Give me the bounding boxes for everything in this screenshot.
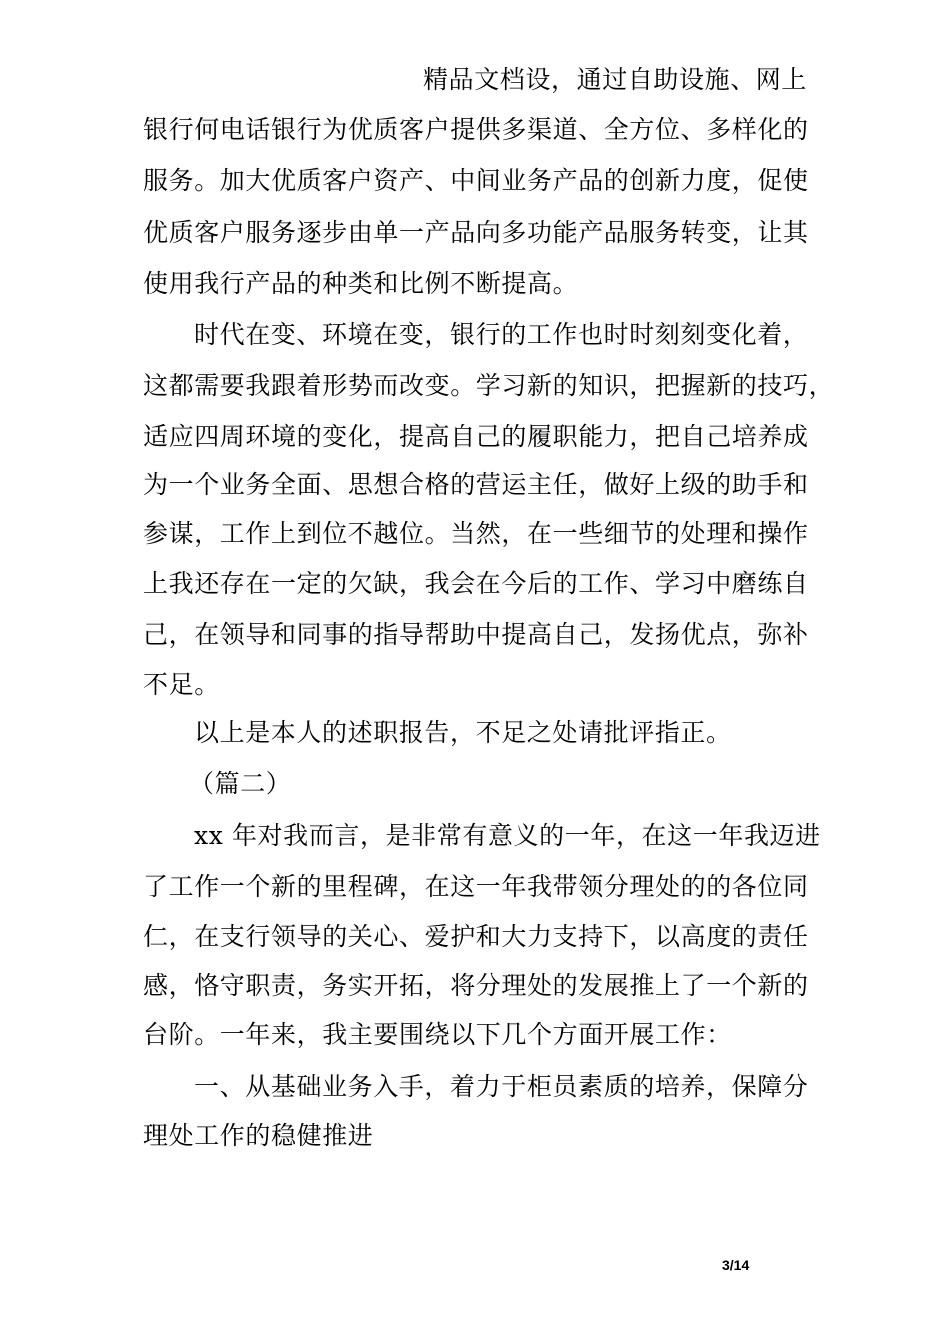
page-number: 3/14 — [722, 1257, 750, 1273]
paragraph-2-line-7: 己，在领导和同事的指导帮助中提高自己，发扬优点，弥补 — [143, 620, 809, 649]
paragraph-1-line-3: 优质客户服务逐步由单一产品向多功能产品服务转变，让其 — [143, 218, 809, 247]
paragraph-5-line-1: xx 年对我而言，是非常有意义的一年，在这一年我迈进 — [194, 821, 821, 850]
paragraph-6-line-2: 理处工作的稳健推进 — [143, 1121, 374, 1150]
paragraph-2-line-6: 上我还存在一定的欠缺，我会在今后的工作、学习中磨练自 — [143, 569, 809, 598]
paragraph-2-line-1: 时代在变、环境在变，银行的工作也时时刻刻变化着， — [194, 320, 809, 349]
paragraph-6-line-1: 一、从基础业务入手，着力于柜员素质的培养，保障分 — [194, 1072, 809, 1101]
paragraph-5-line-5: 台阶。一年来，我主要围绕以下几个方面开展工作： — [143, 1020, 732, 1049]
paragraph-5-line-2: 了工作一个新的里程碑，在这一年我带领分理处的的各位同 — [143, 872, 809, 901]
header-fragment: 精品文档设，通过自助设施、网上 — [423, 65, 808, 94]
paragraph-1-line-2: 服务。加大优质客户资产、中间业务产品的创新力度，促使 — [143, 166, 809, 195]
paragraph-2-line-4: 为一个业务全面、思想合格的营运主任，做好上级的助手和 — [143, 470, 809, 499]
section-heading: （篇二） — [189, 769, 292, 798]
paragraph-2-line-2: 这都需要我跟着形势而改变。学习新的知识，把握新的技巧， — [143, 371, 835, 400]
paragraph-1-line-1: 银行何电话银行为优质客户提供多渠道、全方位、多样化的 — [143, 115, 809, 144]
paragraph-5-line-3: 仁，在支行领导的关心、爱护和大力支持下，以高度的责任 — [143, 922, 809, 951]
paragraph-2-line-5: 参谋，工作上到位不越位。当然，在一些细节的处理和操作 — [143, 519, 809, 548]
paragraph-3-line-1: 以上是本人的述职报告，不足之处请批评指正。 — [194, 718, 732, 747]
paragraph-1-line-4: 使用我行产品的种类和比例不断提高。 — [143, 269, 579, 298]
paragraph-2-line-8: 不足。 — [143, 670, 220, 699]
paragraph-2-line-3: 适应四周环境的变化，提高自己的履职能力，把自己培养成 — [143, 422, 809, 451]
paragraph-5-line-4: 感，恪守职责，务实开拓，将分理处的发展推上了一个新的 — [143, 971, 809, 1000]
